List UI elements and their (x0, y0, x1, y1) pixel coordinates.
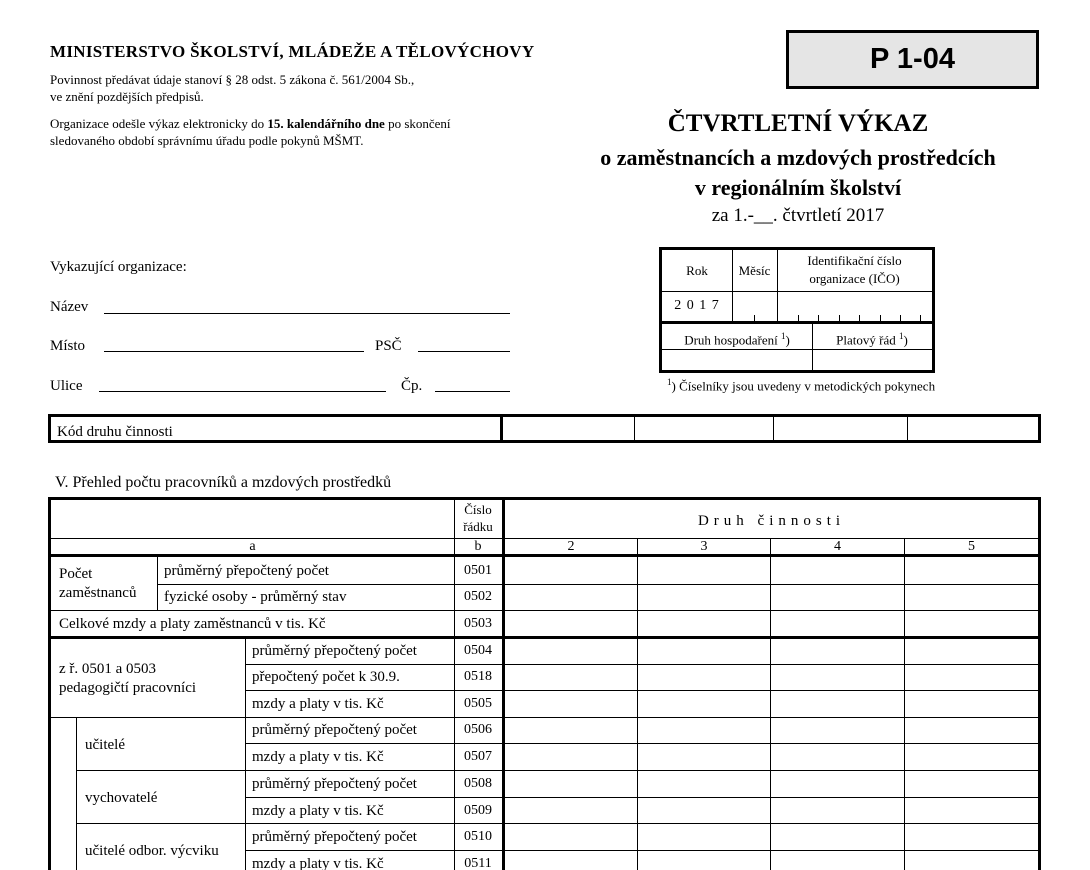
data-cell-0511-col-2[interactable] (505, 851, 637, 870)
legal-line-1: Povinnost předávat údaje stanoví § 28 odst. 5 zákona č. 561/2004 Sb., (50, 72, 415, 87)
activity-code-label: Kód druhu činnosti (57, 424, 173, 440)
data-cell-0509-col-2[interactable] (505, 798, 637, 823)
data-cell-0507-col-3[interactable] (638, 744, 770, 770)
data-cell-0510-col-3[interactable] (638, 824, 770, 850)
row-code: 0505 (464, 696, 492, 711)
data-cell-0506-col-2[interactable] (505, 718, 637, 743)
data-cell-0503-col-5[interactable] (905, 611, 1038, 636)
col-3-label: 3 (700, 539, 708, 554)
row-label: průměrný přepočtený počet (252, 776, 417, 792)
row-code: 0518 (464, 669, 492, 684)
form-code-box: P 1-04 (786, 30, 1039, 89)
zip-field[interactable] (418, 351, 510, 352)
street-label: Ulice (50, 378, 83, 394)
year-label: Rok (686, 263, 708, 278)
data-cell-0508-col-2[interactable] (505, 771, 637, 797)
data-cell-0502-col-4[interactable] (771, 585, 904, 610)
data-cell-0505-col-4[interactable] (771, 691, 904, 717)
row-label: Celkové mzdy a platy zaměstnanců v tis. Kč (59, 616, 326, 632)
data-cell-0510-col-5[interactable] (905, 824, 1038, 850)
group-employees-1: Počet (59, 566, 93, 582)
data-cell-0505-col-3[interactable] (638, 691, 770, 717)
pay-label: Platový řád $^1$) (836, 331, 908, 348)
row-code: 0503 (464, 616, 492, 631)
data-cell-0504-col-3[interactable] (638, 639, 770, 664)
row-label: mzdy a platy v tis. Kč (252, 696, 384, 712)
data-cell-0505-col-2[interactable] (505, 691, 637, 717)
row-code: 0508 (464, 776, 492, 791)
data-cell-0505-col-5[interactable] (905, 691, 1038, 717)
place-field[interactable] (104, 351, 364, 352)
submit-text-a: Organizace odešle výkaz elektronicky do (50, 116, 268, 131)
activity-code-input-5[interactable] (908, 417, 1038, 440)
data-cell-0502-col-3[interactable] (638, 585, 770, 610)
economy-input[interactable] (662, 349, 812, 370)
activity-type-header: Druh činnosti (697, 513, 846, 529)
data-cell-0504-col-5[interactable] (905, 639, 1038, 664)
row-label: přepočtený počet k 30.9. (252, 669, 400, 685)
col-b-label: b (474, 539, 482, 554)
data-cell-0504-col-4[interactable] (771, 639, 904, 664)
section-title: V. Přehled počtu pracovníků a mzdových prostředků (55, 474, 392, 491)
data-cell-0501-col-4[interactable] (771, 557, 904, 584)
activity-code-row (48, 414, 1041, 443)
data-cell-0501-col-5[interactable] (905, 557, 1038, 584)
name-field[interactable] (104, 313, 510, 314)
row-label: fyzické osoby - průměrný stav (164, 589, 347, 605)
col-5-label: 5 (968, 539, 975, 554)
data-cell-0510-col-4[interactable] (771, 824, 904, 850)
data-cell-0501-col-3[interactable] (638, 557, 770, 584)
staff-overview-table (48, 497, 1041, 870)
activity-code-input-4[interactable] (774, 417, 907, 440)
zip-label: PSČ (375, 338, 402, 354)
group-teachers: učitelé (85, 737, 125, 753)
row-code: 0511 (464, 856, 492, 870)
row-code: 0509 (464, 803, 492, 818)
ministry-title: MINISTERSTVO ŠKOLSTVÍ, MLÁDEŽE A TĚLOVÝCHOVY (50, 42, 535, 61)
data-cell-0503-col-4[interactable] (771, 611, 904, 636)
group-pedagog-1: z ř. 0501 a 0503 (59, 661, 157, 677)
report-period: za 1.-__. čtvrtletí 2017 (711, 205, 885, 226)
name-label: Název (50, 299, 89, 315)
data-cell-0507-col-5[interactable] (905, 744, 1038, 770)
data-cell-0503-col-2[interactable] (505, 611, 637, 636)
footnote: $^1$) Číselníky jsou uvedeny v metodických pokynech (667, 377, 936, 394)
row-number-header-1: Číslo (464, 502, 492, 517)
data-cell-0506-col-3[interactable] (638, 718, 770, 743)
data-cell-0518-col-5[interactable] (905, 665, 1038, 690)
data-cell-0509-col-4[interactable] (771, 798, 904, 823)
data-cell-0501-col-2[interactable] (505, 557, 637, 584)
data-cell-0509-col-3[interactable] (638, 798, 770, 823)
data-cell-0518-col-3[interactable] (638, 665, 770, 690)
pay-input[interactable] (812, 349, 932, 370)
group-pedagog-2: pedagogičtí pracovníci (59, 680, 197, 696)
data-cell-0504-col-2[interactable] (505, 639, 637, 664)
data-cell-0507-col-2[interactable] (505, 744, 637, 770)
activity-code-input-2[interactable] (503, 417, 634, 440)
data-cell-0518-col-4[interactable] (771, 665, 904, 690)
data-cell-0506-col-5[interactable] (905, 718, 1038, 743)
row-code: 0504 (464, 643, 492, 658)
group-educators: vychovatelé (85, 790, 158, 806)
month-label: Měsíc (738, 263, 771, 278)
activity-code-input-3[interactable] (635, 417, 773, 440)
data-cell-0508-col-3[interactable] (638, 771, 770, 797)
data-cell-0510-col-2[interactable] (505, 824, 637, 850)
data-cell-0503-col-3[interactable] (638, 611, 770, 636)
row-label: průměrný přepočtený počet (252, 829, 417, 845)
row-code: 0507 (464, 749, 492, 764)
row-label: mzdy a platy v tis. Kč (252, 749, 384, 765)
row-code: 0510 (464, 829, 492, 844)
row-code: 0502 (464, 589, 492, 604)
data-cell-0518-col-2[interactable] (505, 665, 637, 690)
col-2-label: 2 (567, 539, 575, 554)
data-cell-0502-col-2[interactable] (505, 585, 637, 610)
data-cell-0511-col-5[interactable] (905, 851, 1038, 870)
report-subtitle-1: o zaměstnancích a mzdových prostředcích (600, 145, 996, 170)
col-a-label: a (249, 539, 256, 554)
data-cell-0509-col-5[interactable] (905, 798, 1038, 823)
number-field[interactable] (435, 391, 510, 392)
ico-label-2: organizace (IČO) (809, 271, 900, 286)
year-value: 2 0 1 7 (674, 298, 720, 313)
submit-instruction-line-2: sledovaného období správnímu úřadu podle pokynů MŠMT. (50, 133, 364, 148)
number-label: Čp. (401, 378, 423, 394)
row-label: průměrný přepočtený počet (164, 563, 329, 579)
street-field[interactable] (99, 391, 386, 392)
row-label: průměrný přepočtený počet (252, 722, 417, 738)
row-code: 0501 (464, 563, 492, 578)
data-cell-0508-col-4[interactable] (771, 771, 904, 797)
submit-text-c: po skončení (384, 116, 451, 131)
row-label: mzdy a platy v tis. Kč (252, 803, 384, 819)
data-cell-0507-col-4[interactable] (771, 744, 904, 770)
data-cell-0511-col-4[interactable] (771, 851, 904, 870)
place-label: Místo (50, 338, 86, 354)
row-label: mzdy a platy v tis. Kč (252, 856, 384, 870)
identification-box (659, 247, 935, 373)
report-subtitle-2: v regionálním školství (694, 175, 902, 200)
group-vocational: učitelé odbor. výcviku (85, 843, 219, 859)
col-4-label: 4 (834, 539, 841, 554)
submit-instruction-line-1 (50, 115, 451, 132)
economy-label: Druh hospodaření $^1$) (684, 331, 790, 348)
submit-deadline: 15. kalendářního dne (267, 116, 385, 131)
group-employees-2: zaměstnanců (59, 585, 137, 601)
ico-input[interactable] (777, 291, 932, 321)
data-cell-0502-col-5[interactable] (905, 585, 1038, 610)
data-cell-0506-col-4[interactable] (771, 718, 904, 743)
row-code: 0506 (464, 722, 492, 737)
data-cell-0508-col-5[interactable] (905, 771, 1038, 797)
ico-label-1: Identifikační číslo (807, 253, 902, 268)
row-label: průměrný přepočtený počet (252, 643, 417, 659)
legal-line-2: ve znění pozdějších předpisů. (50, 89, 204, 104)
data-cell-0511-col-3[interactable] (638, 851, 770, 870)
row-number-header-2: řádku (463, 519, 493, 534)
organization-heading: Vykazující organizace: (50, 259, 187, 275)
report-title: ČTVRTLETNÍ VÝKAZ (667, 110, 929, 137)
